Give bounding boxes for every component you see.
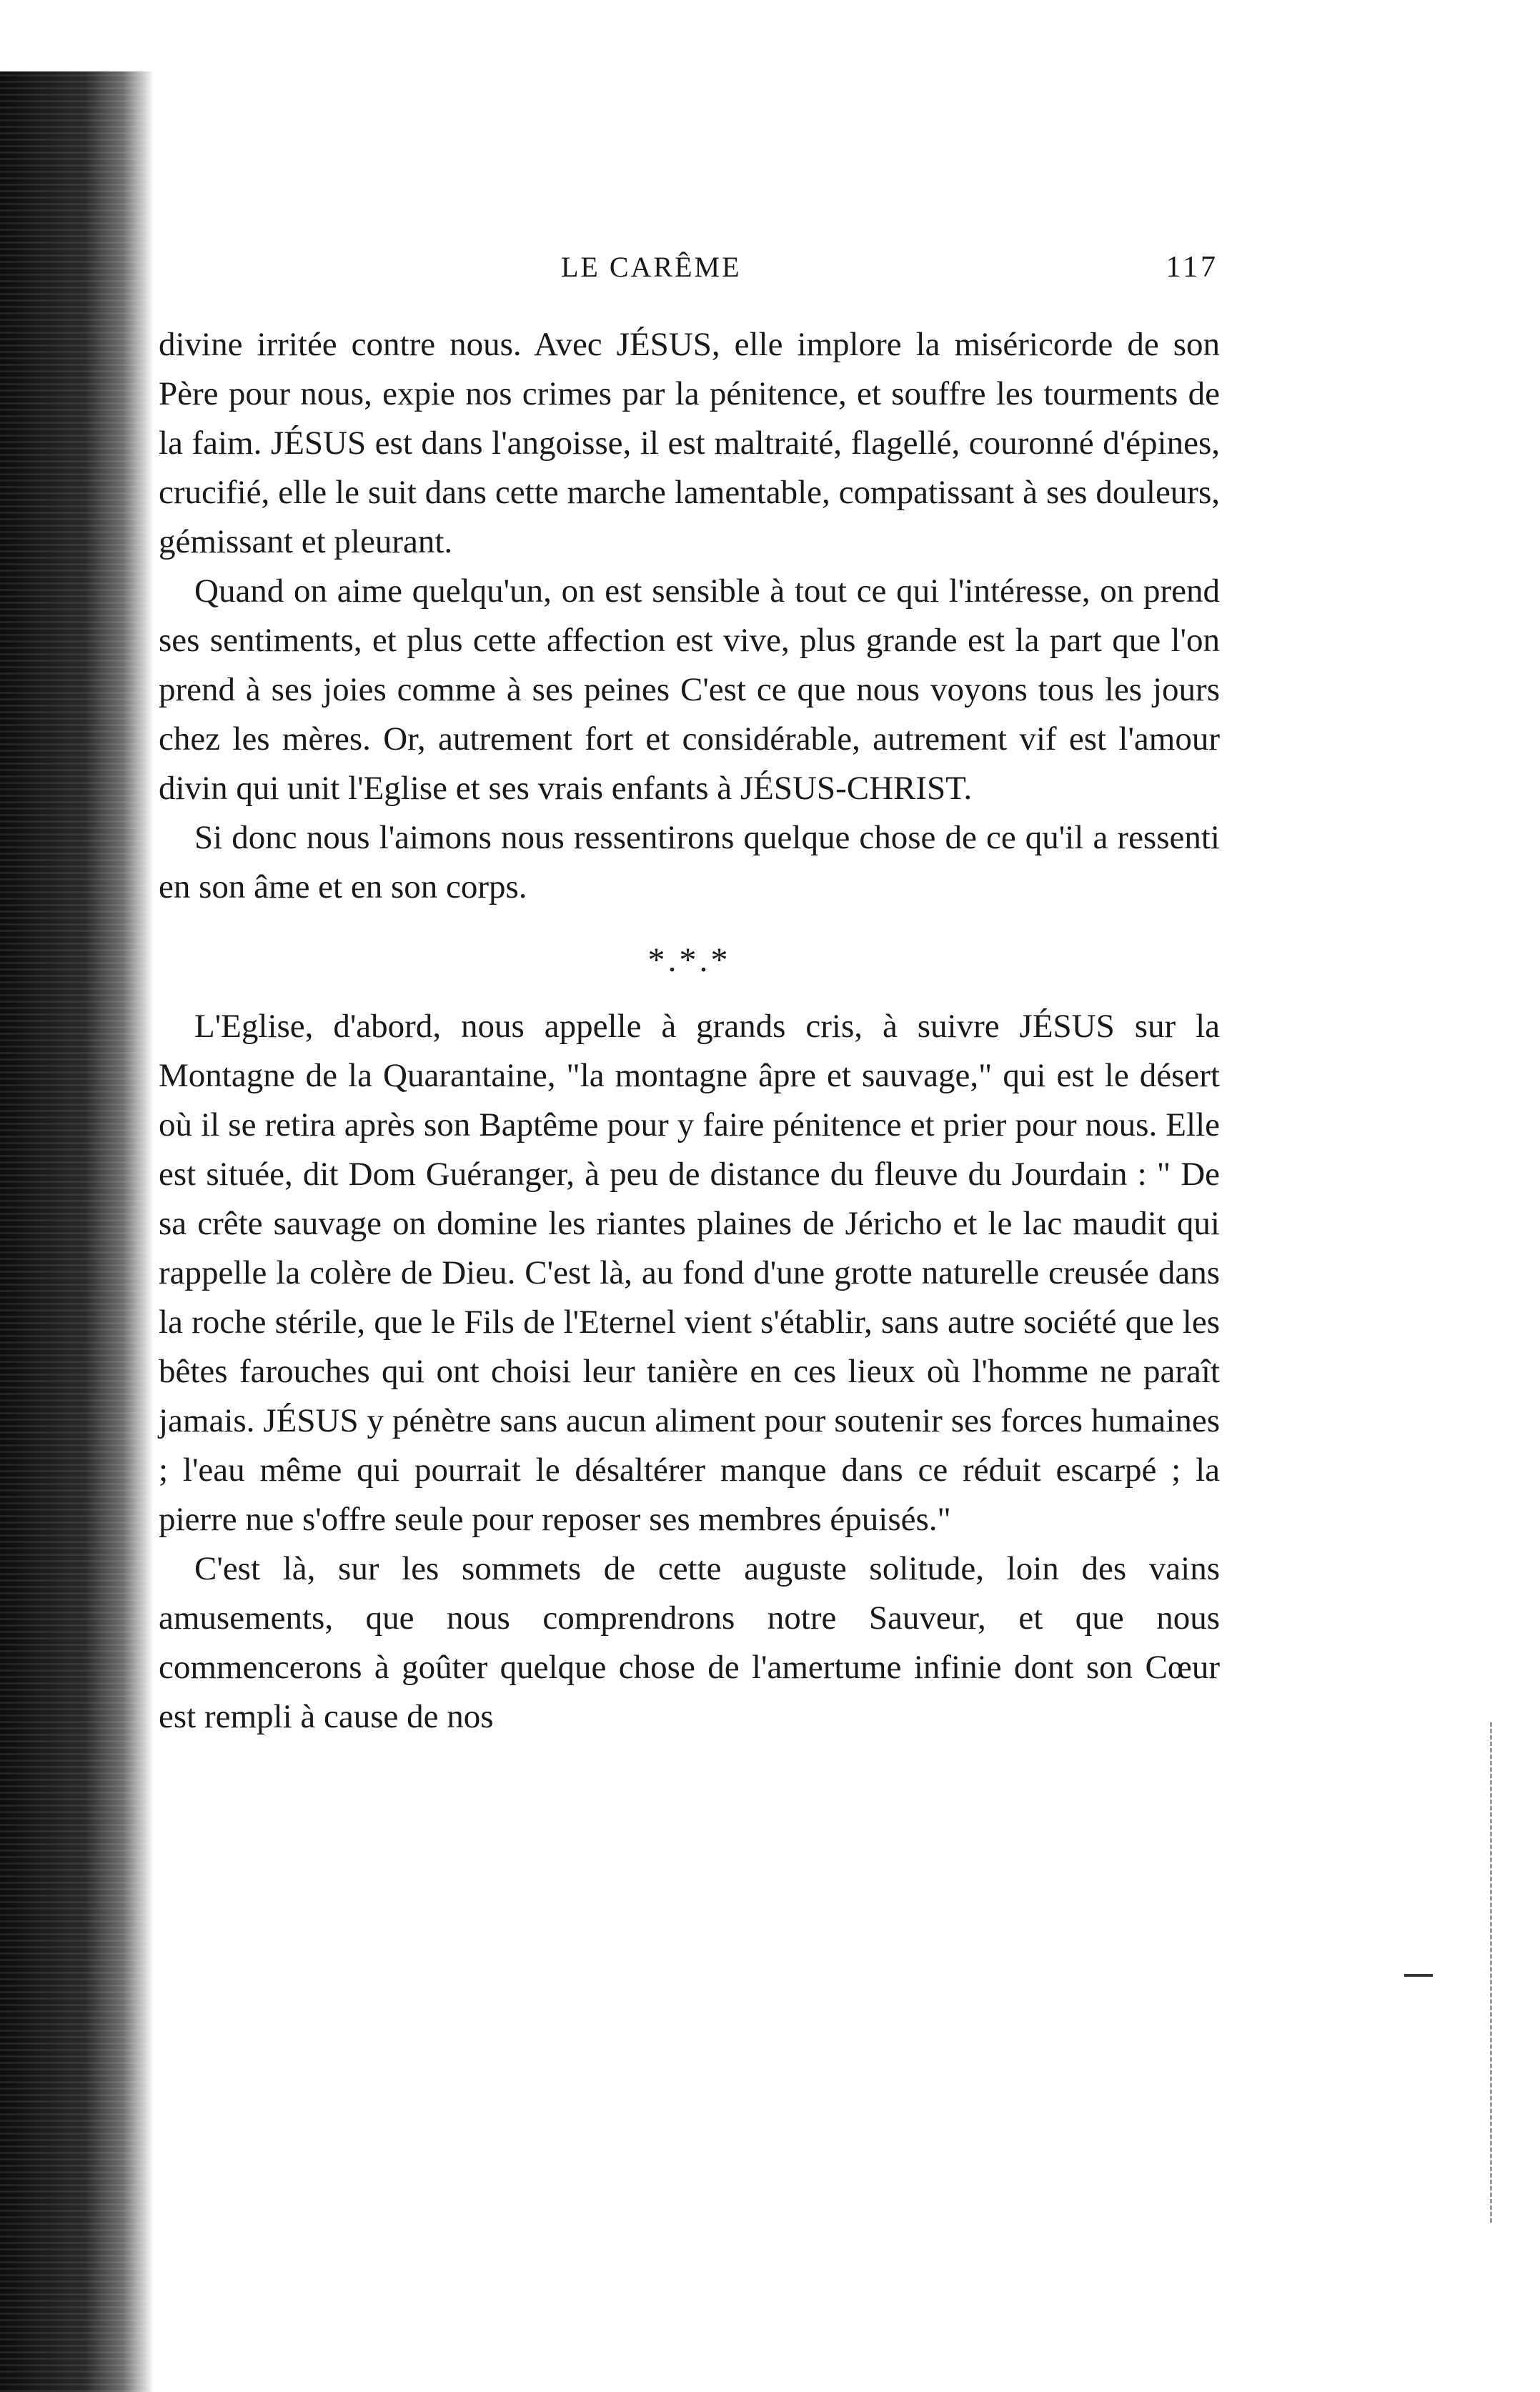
page-number: 117	[1166, 251, 1218, 284]
paragraph: Quand on aime quelqu'un, on est sensible à tout ce qui l'intéresse, on prend ses sentiments, et plus cette affection est vive, plus grande est la part que l'on prend à ses joies comme à ses peines C'est ce que nous voyons tous les jours chez les mères. Or, autrement fort et considérable, autrement vif est l'amour divin qui unit l'Eglise et ses vrais enfants à JÉSUS-CHRIST.	[159, 572, 1220, 807]
paragraph-continued: divine irritée contre nous. Avec JÉSUS, elle implore la miséricorde de son Père pour nous, expie nos crimes par la pénitence, et souffre les tourments de la faim. JÉSUS est dans l'angoisse, il est maltraité, flagellé, couronné d'épines, crucifié, elle le suit dans cette marche lamentable, compatissant à ses douleurs, gémissant et pleurant.	[159, 326, 1220, 560]
paragraph: L'Eglise, d'abord, nous appelle à grands cris, à suivre JÉSUS sur la Montagne de la Quarantaine, "la montagne âpre et sauvage," qui est le désert où il se retira après son Baptême pour y faire pénitence et prier pour nous. Elle est située, dit Dom Guéranger, à peu de distance du fleuve du Jourdain : " De sa crête sauvage on domine les riantes plaines de Jéricho et le lac maudit qui rappelle la colère de Dieu. C'est là, au fond d'une grotte naturelle creusée dans la roche stérile, que le Fils de l'Eternel vient s'établir, sans autre société que les bêtes farouches qui ont choisi leur tanière en ces lieux où l'homme ne paraît jamais. JÉSUS y pénètre sans aucun aliment pour soutenir ses forces humaines ; l'eau même qui pourrait le désaltérer manque dans ce réduit escarpé ; la pierre nue s'offre seule pour reposer ses membres épuisés."	[159, 1008, 1220, 1538]
book-binding-shadow	[0, 71, 154, 2392]
scan-margin-artifact	[1490, 1722, 1492, 2223]
section-ornament: *.*.*	[647, 941, 731, 979]
page-header	[161, 250, 1218, 293]
paragraph: C'est là, sur les sommets de cette auguste solitude, loin des vains amusements, que nous comprendrons notre Sauveur, et que nous commencerons à goûter quelque chose de l'amertume infinie dont son Cœur est rempli à cause de nos	[159, 1550, 1220, 1735]
running-head: LE CARÊME	[561, 251, 742, 283]
scan-margin-mark	[1404, 1974, 1433, 1977]
body-text	[159, 320, 1220, 1742]
paragraph: Si donc nous l'aimons nous ressentirons quelque chose de ce qu'il a ressenti en son âme et en son corps.	[159, 819, 1220, 905]
